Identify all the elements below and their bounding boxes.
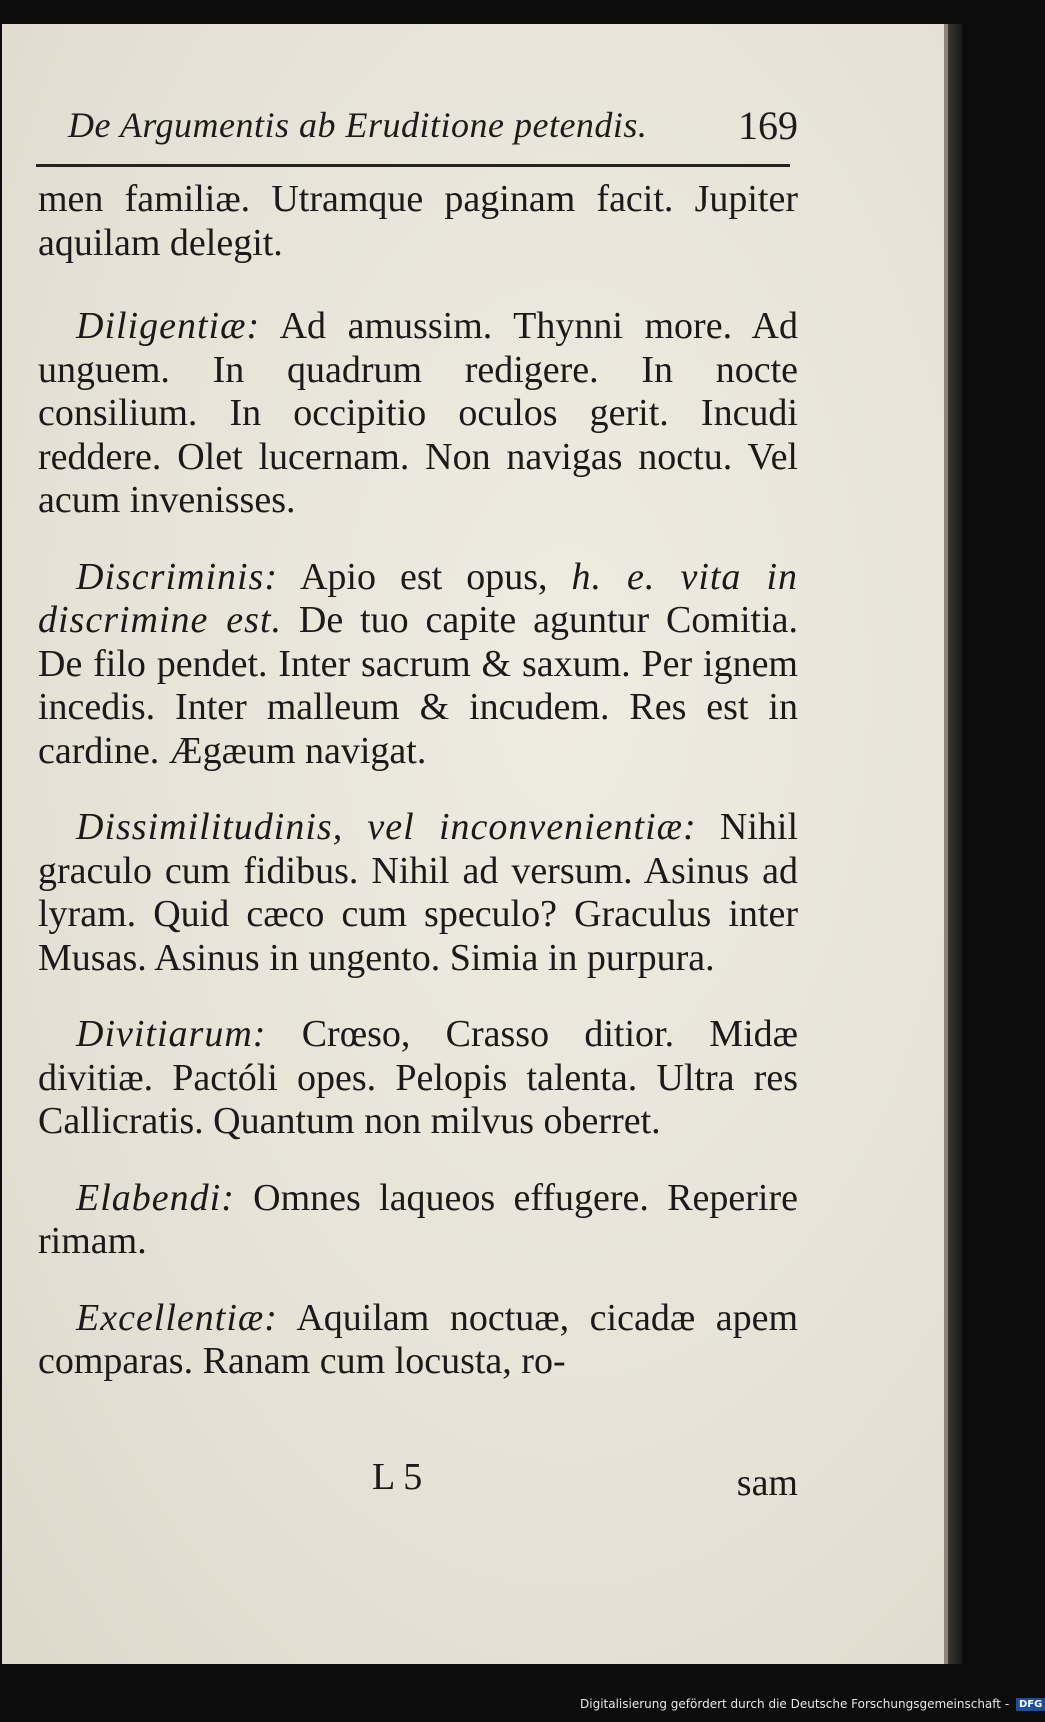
entry-text: men familiæ. Utramque paginam facit. Jupiter aquilam delegit.: [38, 178, 798, 264]
catchword: sam: [736, 1462, 798, 1504]
page-foot: [38, 1455, 798, 1505]
credit-text: Digitalisierung gefördert durch die Deutsche Forschungsgemeinschaft -: [580, 1697, 1010, 1711]
page-edge: [948, 24, 962, 1664]
entry-diligentiae: [38, 305, 798, 523]
entry-text-continued: De tuo capite aguntur Comitia. De filo pendet. Inter sacrum & saxum. Per ignem incedis. Inter malleum & incudem. Res est in cardine. Ægæum navigat.: [38, 599, 798, 772]
entry-text: Aquilam noctuæ, cicadæ apem comparas. Ranam cum locusta, ro-: [38, 1296, 798, 1382]
running-title: De Argumentis ab Eruditione petendis.: [68, 105, 648, 145]
entry-continuation: [38, 178, 798, 265]
running-head: [68, 84, 798, 148]
header-rule: [36, 164, 790, 167]
page-number: 169: [738, 103, 798, 148]
entry-term: Diligentiæ:: [76, 305, 261, 347]
entry-text: Omnes laqueos effugere. Reperire rimam.: [38, 1176, 799, 1262]
entry-text: Ad amussim. Thynni more. Ad unguem. In quadrum redigere. In nocte consilium. In occipitio oculos gerit. Incudi reddere. Olet lucernam. Non navigas noctu. Vel acum invenisses.: [38, 305, 798, 521]
entry-term: Divitiarum:: [76, 1013, 267, 1055]
signature-mark: L 5: [372, 1456, 423, 1498]
dfg-logo: DFG: [1016, 1698, 1045, 1711]
entry-dissimilitudinis: [38, 806, 798, 980]
entry-term: Dissimilitudinis, vel inconvenientiæ:: [76, 806, 697, 848]
entry-elabendi: [38, 1177, 798, 1264]
entry-text: Apio est opus,: [299, 555, 572, 598]
body-text: [38, 178, 798, 1417]
entry-italic-gloss: h. e. vita in discrimine est.: [38, 555, 799, 641]
entry-discriminis: [38, 556, 798, 774]
entry-text: Nihil graculo cum fidibus. Nihil ad versum. Asinus ad lyram. Quid cæco cum speculo? Graculus inter Musas. Asinus in ungento. Simia in purpura.: [38, 806, 799, 979]
digitization-credit: [580, 1697, 1043, 1717]
entry-text: Crœso, Crasso ditior. Midæ divitiæ. Pactóli opes. Pelopis talenta. Ultra res Callicratis. Quantum non milvus oberret.: [38, 1013, 798, 1142]
entry-divitiarum: [38, 1013, 798, 1144]
entry-term: Excellentiæ:: [76, 1296, 278, 1339]
entry-excellentiae: [38, 1297, 798, 1384]
entry-term: Elabendi:: [76, 1176, 235, 1219]
entry-term: Discriminis:: [76, 555, 278, 598]
